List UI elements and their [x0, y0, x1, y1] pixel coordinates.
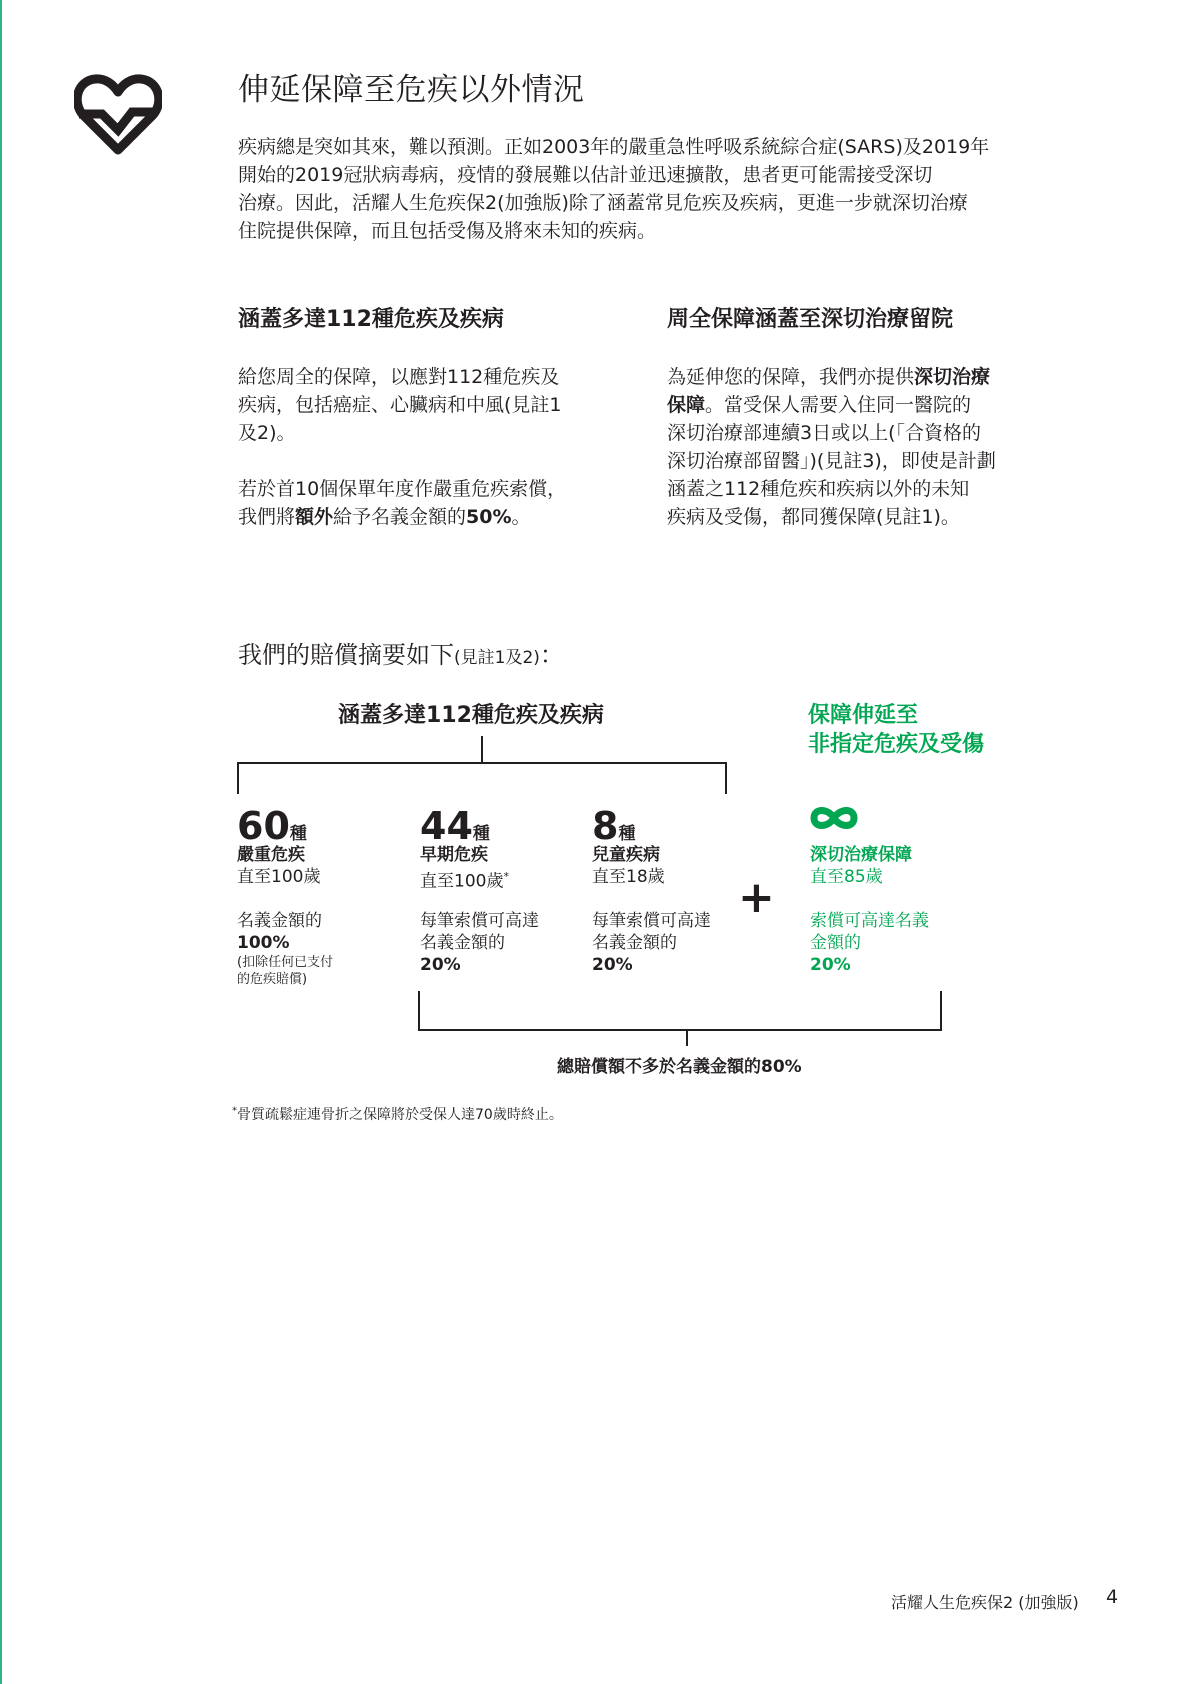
early-details: 早期危疾 直至100歲* [420, 845, 509, 892]
left-column-text [238, 363, 678, 531]
diagram-left-heading: 涵蓋多達112種危疾及疾病 [338, 703, 604, 728]
intro-line: 開始的2019冠狀病毒病，疫情的發展難以估計並迅速擴散，患者更可能需接受深切 [238, 164, 933, 186]
right-line: 保障。當受保人需要入住同一醫院的 [667, 394, 972, 416]
right-line: 疾病及受傷，都同獲保障(見註1)。 [667, 506, 960, 528]
right-column-text [667, 363, 1107, 531]
bracket-top [237, 762, 727, 764]
severe-details: 嚴重危疾 直至100歲 [237, 845, 321, 887]
left-p1-line: 疾病，包括癌症、心臟病和中風(見註1 [238, 394, 562, 416]
icu-details: 深切治療保障 直至85歲 [810, 845, 912, 887]
left-p1-line: 給您周全的保障，以應對112種危疾及 [238, 366, 560, 388]
right-heading: 周全保障涵蓋至深切治療留院 [667, 307, 954, 332]
early-benefit: 每筆索償可高達 名義金額的 20% [420, 911, 539, 975]
bracket-stem-top [481, 736, 483, 762]
child-details: 兒童疾病 直至18歲 [592, 845, 665, 887]
diagram-right-heading-line2: 非指定危疾及受傷 [808, 732, 985, 757]
severe-benefit: 名義金額的 100% (扣除任何已支付 的危疾賠償) [237, 911, 334, 987]
footer-product-name: 活耀人生危疾保2 (加強版) [891, 1593, 1079, 1612]
intro-line: 疾病總是突如其來，難以預測。正如2003年的嚴重急性呼吸系統綜合症(SARS)及2019年 [238, 136, 990, 158]
bracket-bottom-left [418, 991, 420, 1031]
early-count: 44種 [420, 804, 490, 848]
left-p2-line: 我們將額外給予名義金額的50%。 [238, 506, 531, 528]
bracket-stem-bottom [686, 1029, 688, 1046]
child-benefit: 每筆索償可高達 名義金額的 20% [592, 911, 711, 975]
intro-line: 治療。因此，活耀人生危疾保2(加強版)除了涵蓋常見危疾及疾病，更進一步就深切治療 [238, 192, 968, 214]
bold-percent: 50% [466, 506, 512, 528]
infinity-icon [808, 805, 860, 835]
left-p2-line: 若於首10個保單年度作嚴重危疾索償， [238, 478, 567, 500]
page-edge-stripe [0, 0, 2, 1684]
summary-heading: 我們的賠償摘要如下(見註1及2)： [238, 641, 564, 669]
right-line: 涵蓋之112種危疾和疾病以外的未知 [667, 478, 970, 500]
left-heading: 涵蓋多達112種危疾及疾病 [238, 307, 504, 332]
footnote: *骨質疏鬆症連骨折之保障將於受保人達70歲時終止。 [232, 1105, 563, 1123]
plus-sign: + [738, 872, 775, 923]
icu-benefit: 索償可高達名義 金額的 20% [810, 911, 929, 975]
page-title: 伸延保障至危疾以外情況 [238, 72, 585, 108]
bracket-top-right [725, 762, 727, 794]
bracket-bottom [418, 1029, 942, 1031]
bracket-bottom-right [940, 991, 942, 1031]
intro-paragraph [238, 133, 1038, 245]
heart-pulse-icon [74, 68, 162, 156]
left-p1-line: 及2)。 [238, 422, 296, 444]
child-count: 8種 [592, 804, 636, 848]
right-line: 深切治療部連續3日或以上(「合資格的 [667, 422, 982, 444]
right-line: 深切治療部留醫」)(見註3)，即使是計劃 [667, 450, 996, 472]
total-cap-text: 總賠償額不多於名義金額的80% [557, 1057, 802, 1077]
bracket-top-left [237, 762, 239, 794]
diagram-right-heading-line1: 保障伸延至 [808, 703, 919, 728]
intro-line: 住院提供保障，而且包括受傷及將來未知的疾病。 [238, 220, 657, 242]
right-line: 為延伸您的保障，我們亦提供深切治療 [667, 366, 991, 388]
bold-extra: 額外 [295, 506, 334, 528]
page-number: 4 [1106, 1586, 1119, 1608]
severe-count: 60種 [237, 804, 307, 848]
